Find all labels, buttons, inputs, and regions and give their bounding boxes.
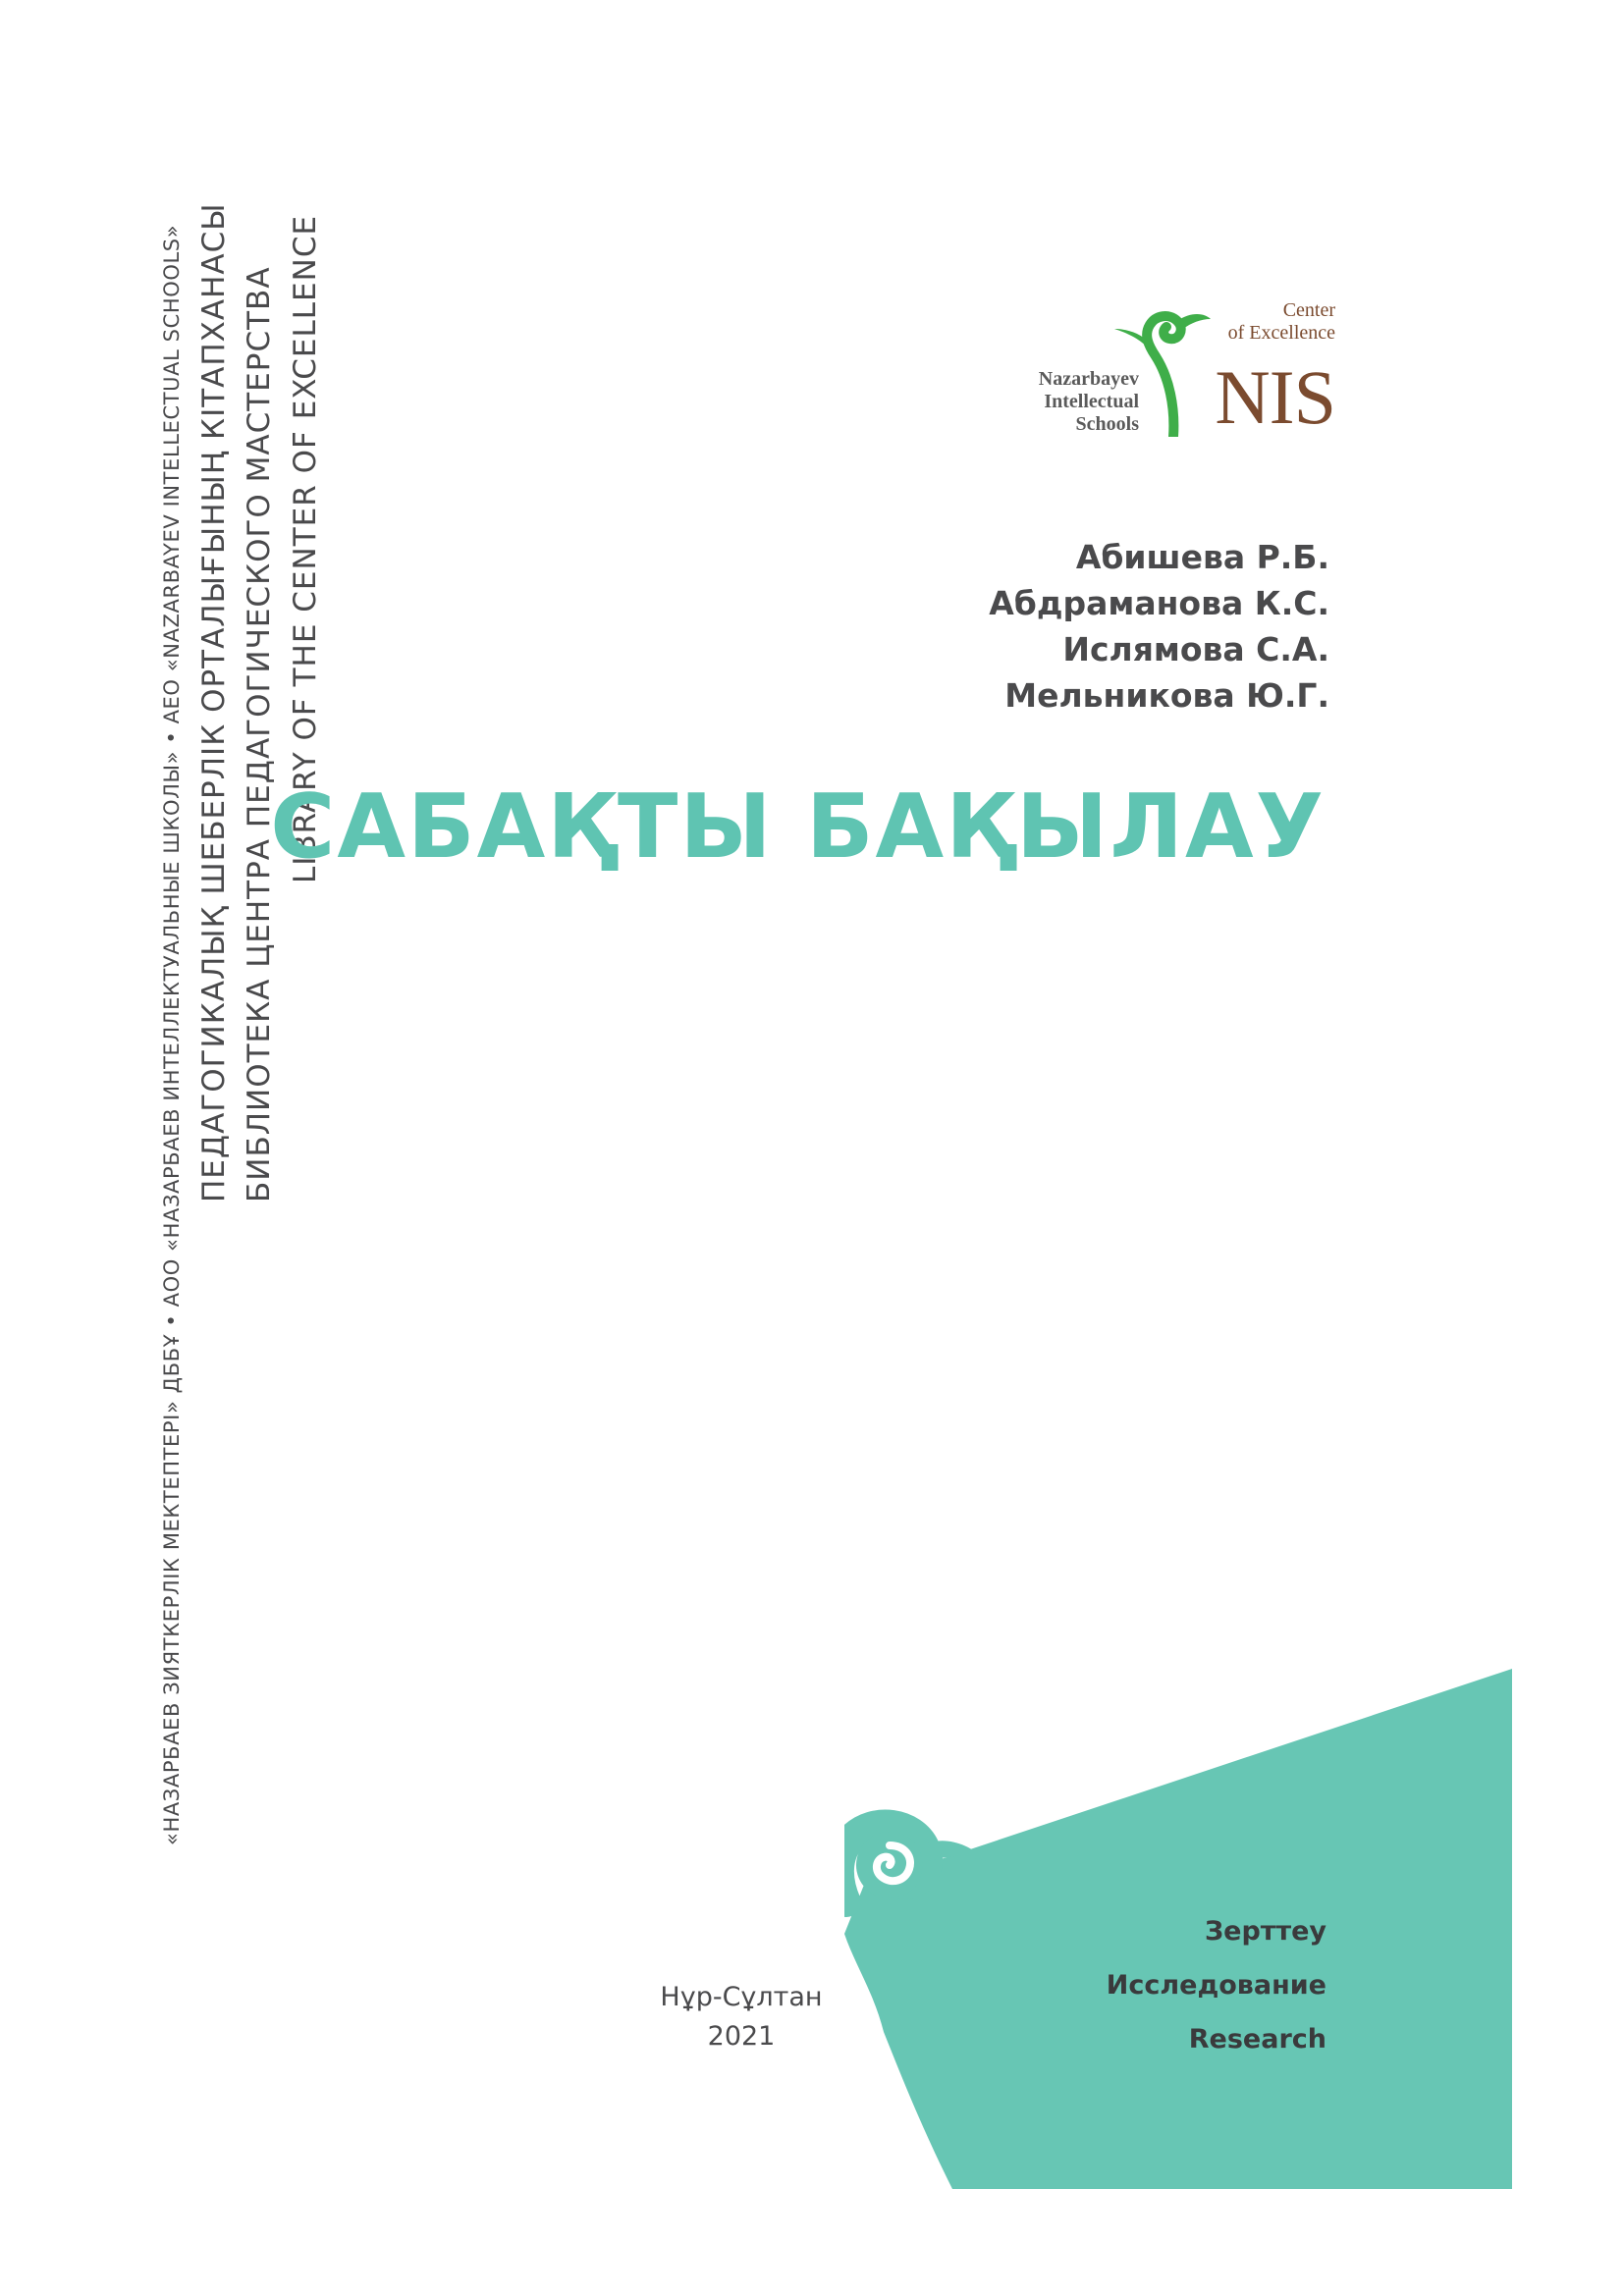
author-name: Абишева Р.Б. — [1075, 538, 1329, 576]
genre-english: Research — [1188, 2024, 1326, 2055]
nis-logo — [1011, 299, 1335, 440]
logo-text-excellence: of Excellence — [1227, 322, 1335, 344]
publication-year: 2021 — [707, 2021, 776, 2052]
author-list — [989, 534, 1329, 719]
logo-text-center: Center — [1282, 299, 1335, 321]
logo-nis-wordmark: NIS — [1215, 354, 1335, 440]
logo-school-name — [1011, 368, 1139, 436]
publication-city: Нұр-Сұлтан — [660, 1982, 823, 2012]
genre-list — [1107, 1904, 1326, 2066]
spine-library-kazakh: ПЕДАГОГИКАЛЫҚ ШЕБЕРЛІК ОРТАЛЫҒЫНЫҢ КІТАПХАНАСЫ — [196, 202, 232, 1202]
spine-organization-line: «НАЗАРБАЕВ ЗИЯТКЕРЛІК МЕКТЕПТЕРІ» ДББҰ • АОО «НАЗАРБАЕВ ИНТЕЛЛЕКТУАЛЬНЫЕ ШКОЛЫ» • AEO «NAZARBAYEV INTELLECTUAL SCHOOLS» — [160, 224, 184, 1845]
spine-library-english: LIBRARY OF THE CENTER OF EXCELLENCE — [288, 214, 323, 883]
spine-library-russian: БИБЛИОТЕКА ЦЕНТРА ПЕДАГОГИЧЕСКОГО МАСТЕРСТВА — [242, 266, 277, 1202]
author-name: Ислямова С.А. — [1062, 630, 1329, 668]
logo-center-name — [1188, 299, 1335, 345]
publication-info — [628, 1978, 854, 2056]
book-title: САБАҚТЫ БАҚЫЛАУ — [270, 775, 1326, 879]
logo-text-intellectual: Intellectual — [1044, 391, 1139, 412]
genre-russian: Исследование — [1106, 1970, 1326, 2001]
genre-kazakh: Зерттеу — [1204, 1916, 1326, 1947]
logo-text-schools: Schools — [1075, 413, 1139, 435]
author-name: Мельникова Ю.Г. — [1004, 676, 1329, 715]
logo-text-nazarbayev: Nazarbayev — [1038, 368, 1139, 390]
author-name: Абдраманова К.С. — [989, 584, 1329, 622]
